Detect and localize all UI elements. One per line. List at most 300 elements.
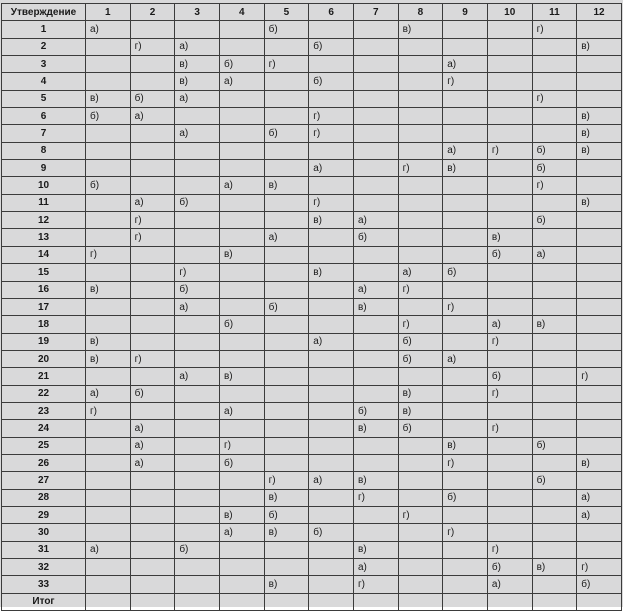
answer-cell — [309, 593, 354, 610]
answer-cell — [264, 38, 309, 55]
answer-cell — [443, 593, 488, 610]
answer-cell — [264, 90, 309, 107]
answer-cell: в) — [398, 21, 443, 38]
answer-cell — [309, 437, 354, 454]
answer-cell — [130, 333, 175, 350]
table-row — [2, 454, 622, 471]
answer-cell — [443, 194, 488, 211]
answer-cell: г) — [487, 420, 532, 437]
answer-cell: г) — [353, 489, 398, 506]
answer-cell — [443, 385, 488, 402]
answer-cell — [86, 559, 131, 576]
row-label: 15 — [2, 264, 86, 281]
table-row — [2, 38, 622, 55]
answer-cell — [175, 333, 220, 350]
answer-cell — [219, 125, 264, 142]
answer-cell: г) — [443, 524, 488, 541]
answer-cell — [443, 576, 488, 593]
answer-cell: б) — [532, 212, 577, 229]
answer-cell — [130, 472, 175, 489]
answer-cell — [353, 246, 398, 263]
table-row — [2, 559, 622, 576]
answer-cell — [487, 350, 532, 367]
answer-cell: а) — [398, 264, 443, 281]
table-row — [2, 212, 622, 229]
column-header: 8 — [398, 4, 443, 21]
answer-cell: г) — [398, 506, 443, 523]
answer-cell: а) — [219, 177, 264, 194]
answer-cell — [577, 541, 622, 558]
answer-cell: а) — [130, 108, 175, 125]
table-row — [2, 21, 622, 38]
answer-cell — [175, 108, 220, 125]
answer-cell — [353, 385, 398, 402]
answer-cell — [219, 489, 264, 506]
answer-cell: а) — [175, 38, 220, 55]
answer-cell — [353, 368, 398, 385]
row-label: 33 — [2, 576, 86, 593]
answer-cell: в) — [577, 454, 622, 471]
answer-cell — [487, 402, 532, 419]
answer-cell — [443, 177, 488, 194]
answer-cell: в) — [353, 541, 398, 558]
row-label: 29 — [2, 506, 86, 523]
answer-cell — [175, 229, 220, 246]
answer-cell — [86, 212, 131, 229]
answer-cell: б) — [264, 506, 309, 523]
answer-cell: в) — [353, 298, 398, 315]
column-header: 1 — [86, 4, 131, 21]
answer-cell — [309, 506, 354, 523]
answer-cell — [398, 73, 443, 90]
answer-cell — [309, 281, 354, 298]
column-header: 2 — [130, 4, 175, 21]
answer-cell — [219, 420, 264, 437]
answer-cell: г) — [264, 56, 309, 73]
answer-cell — [532, 194, 577, 211]
answer-cell: г) — [130, 229, 175, 246]
column-header: 11 — [532, 4, 577, 21]
answer-cell — [487, 454, 532, 471]
answer-cell — [532, 506, 577, 523]
answer-cell — [577, 524, 622, 541]
answer-cell — [309, 576, 354, 593]
answer-cell — [264, 246, 309, 263]
answer-cell — [86, 38, 131, 55]
answer-cell: в) — [487, 229, 532, 246]
answer-cell — [86, 489, 131, 506]
answer-cell — [130, 541, 175, 558]
answer-cell — [532, 368, 577, 385]
table-row — [2, 264, 622, 281]
answer-cell — [130, 142, 175, 159]
answer-cell — [219, 108, 264, 125]
answer-cell — [86, 524, 131, 541]
answer-cell — [353, 333, 398, 350]
answer-cell — [309, 298, 354, 315]
answer-cell — [175, 350, 220, 367]
answer-cell: г) — [264, 472, 309, 489]
answer-cell: г) — [309, 108, 354, 125]
answer-cell — [577, 264, 622, 281]
answer-cell — [175, 21, 220, 38]
answer-cell — [86, 576, 131, 593]
answer-cell: г) — [130, 212, 175, 229]
row-label: 9 — [2, 160, 86, 177]
answer-cell — [175, 559, 220, 576]
answer-cell — [443, 506, 488, 523]
answer-cell — [577, 593, 622, 610]
answer-cell — [487, 125, 532, 142]
answer-cell — [130, 281, 175, 298]
answer-cell — [86, 264, 131, 281]
table-row — [2, 576, 622, 593]
answer-cell — [264, 350, 309, 367]
answer-cell: а) — [353, 212, 398, 229]
answer-cell — [577, 56, 622, 73]
answer-cell — [398, 559, 443, 576]
answer-cell — [353, 454, 398, 471]
answer-cell — [532, 38, 577, 55]
answer-cell — [353, 506, 398, 523]
answer-cell: в) — [86, 90, 131, 107]
table-row — [2, 194, 622, 211]
answer-cell — [86, 56, 131, 73]
answer-cell — [398, 125, 443, 142]
answer-cell — [130, 177, 175, 194]
answer-cell: в) — [532, 316, 577, 333]
answer-cell — [86, 420, 131, 437]
answer-cell — [398, 246, 443, 263]
answer-cell: а) — [130, 194, 175, 211]
answer-cell: г) — [130, 350, 175, 367]
table-row — [2, 281, 622, 298]
answer-cell: в) — [175, 73, 220, 90]
answer-cell — [219, 593, 264, 610]
answer-cell — [443, 212, 488, 229]
answer-cell: а) — [309, 160, 354, 177]
answer-cell: г) — [86, 402, 131, 419]
answer-cell — [264, 385, 309, 402]
answer-cell — [175, 316, 220, 333]
answer-cell: г) — [487, 541, 532, 558]
answer-cell: в) — [219, 506, 264, 523]
answer-cell: б) — [398, 420, 443, 437]
row-label: 25 — [2, 437, 86, 454]
answer-cell: б) — [264, 125, 309, 142]
answer-cell — [130, 264, 175, 281]
answer-cell: г) — [219, 437, 264, 454]
answer-cell: б) — [398, 350, 443, 367]
answer-cell — [353, 73, 398, 90]
answer-cell — [86, 472, 131, 489]
answer-cell — [398, 142, 443, 159]
answer-cell — [219, 333, 264, 350]
column-header: 6 — [309, 4, 354, 21]
answer-cell: б) — [487, 246, 532, 263]
answer-cell — [353, 177, 398, 194]
table-row — [2, 316, 622, 333]
answer-table — [1, 3, 622, 611]
answer-cell — [398, 541, 443, 558]
answer-cell — [487, 593, 532, 610]
answer-cell — [532, 402, 577, 419]
answer-cell — [353, 108, 398, 125]
answer-cell — [309, 559, 354, 576]
answer-cell: а) — [86, 21, 131, 38]
answer-cell: а) — [264, 229, 309, 246]
answer-cell — [443, 559, 488, 576]
answer-cell — [309, 402, 354, 419]
answer-cell: а) — [175, 90, 220, 107]
answer-cell — [487, 264, 532, 281]
answer-cell — [443, 108, 488, 125]
answer-cell — [443, 402, 488, 419]
answer-cell — [86, 298, 131, 315]
answer-cell — [130, 368, 175, 385]
answer-cell — [487, 160, 532, 177]
row-label: 3 — [2, 56, 86, 73]
answer-cell — [487, 524, 532, 541]
answer-cell: а) — [532, 246, 577, 263]
answer-cell: г) — [487, 385, 532, 402]
table-row — [2, 472, 622, 489]
answer-cell — [175, 385, 220, 402]
answer-cell — [532, 125, 577, 142]
answer-cell: б) — [309, 524, 354, 541]
answer-cell: а) — [175, 125, 220, 142]
row-label: 30 — [2, 524, 86, 541]
answer-cell: б) — [309, 38, 354, 55]
answer-cell — [264, 420, 309, 437]
answer-cell — [532, 524, 577, 541]
answer-cell — [398, 454, 443, 471]
answer-cell: в) — [219, 368, 264, 385]
table-row — [2, 160, 622, 177]
answer-cell — [219, 576, 264, 593]
answer-cell: в) — [398, 402, 443, 419]
answer-cell — [532, 56, 577, 73]
table-row — [2, 368, 622, 385]
answer-cell — [130, 246, 175, 263]
answer-cell — [487, 437, 532, 454]
answer-cell — [219, 90, 264, 107]
answer-cell — [309, 368, 354, 385]
answer-cell — [577, 350, 622, 367]
answer-cell: б) — [353, 229, 398, 246]
answer-cell: а) — [443, 142, 488, 159]
answer-cell: в) — [175, 56, 220, 73]
answer-cell — [219, 21, 264, 38]
answer-cell — [532, 454, 577, 471]
answer-cell — [175, 576, 220, 593]
answer-cell: г) — [532, 177, 577, 194]
answer-cell — [130, 402, 175, 419]
answer-cell — [487, 177, 532, 194]
answer-cell — [264, 281, 309, 298]
answer-cell: а) — [219, 524, 264, 541]
answer-cell: в) — [398, 385, 443, 402]
answer-cell — [264, 454, 309, 471]
table-row — [2, 541, 622, 558]
column-header: 3 — [175, 4, 220, 21]
answer-cell — [86, 506, 131, 523]
answer-cell — [175, 454, 220, 471]
answer-cell — [219, 385, 264, 402]
row-label: 16 — [2, 281, 86, 298]
table-row — [2, 246, 622, 263]
answer-cell — [443, 246, 488, 263]
answer-cell: в) — [577, 194, 622, 211]
table-row — [2, 56, 622, 73]
answer-cell: г) — [532, 90, 577, 107]
answer-cell — [309, 177, 354, 194]
column-header: 7 — [353, 4, 398, 21]
answer-cell — [219, 142, 264, 159]
row-label: 6 — [2, 108, 86, 125]
answer-cell — [443, 21, 488, 38]
answer-cell — [264, 108, 309, 125]
answer-cell — [577, 437, 622, 454]
answer-cell — [577, 281, 622, 298]
column-header: 4 — [219, 4, 264, 21]
answer-cell: а) — [175, 368, 220, 385]
answer-cell: б) — [532, 472, 577, 489]
answer-cell: а) — [130, 437, 175, 454]
row-label: 28 — [2, 489, 86, 506]
answer-cell: г) — [443, 454, 488, 471]
answer-cell — [309, 56, 354, 73]
answer-cell: б) — [219, 454, 264, 471]
row-label: 7 — [2, 125, 86, 142]
answer-cell — [309, 142, 354, 159]
answer-cell — [264, 402, 309, 419]
answer-cell — [398, 229, 443, 246]
answer-cell: г) — [86, 246, 131, 263]
table-row — [2, 437, 622, 454]
answer-cell — [398, 472, 443, 489]
answer-cell — [175, 160, 220, 177]
answer-cell: а) — [130, 420, 175, 437]
answer-cell — [487, 506, 532, 523]
answer-cell: г) — [130, 38, 175, 55]
answer-cell — [353, 160, 398, 177]
row-label: 31 — [2, 541, 86, 558]
answer-cell — [353, 194, 398, 211]
answer-cell: г) — [487, 142, 532, 159]
row-label: 26 — [2, 454, 86, 471]
answer-cell — [219, 559, 264, 576]
header-row — [2, 4, 622, 21]
answer-cell — [398, 298, 443, 315]
table-row — [2, 489, 622, 506]
column-header: 5 — [264, 4, 309, 21]
answer-cell — [219, 160, 264, 177]
answer-cell — [130, 298, 175, 315]
answer-cell: а) — [86, 541, 131, 558]
table-row — [2, 420, 622, 437]
answer-cell — [487, 90, 532, 107]
row-label: 1 — [2, 21, 86, 38]
answer-cell: в) — [443, 437, 488, 454]
answer-cell: в) — [264, 489, 309, 506]
row-label: 22 — [2, 385, 86, 402]
answer-cell: б) — [532, 142, 577, 159]
answer-cell — [532, 298, 577, 315]
answer-cell: а) — [487, 316, 532, 333]
answer-cell: а) — [309, 472, 354, 489]
answer-cell: г) — [577, 559, 622, 576]
answer-cell: г) — [398, 316, 443, 333]
answer-cell — [577, 90, 622, 107]
answer-cell — [309, 489, 354, 506]
table-row — [2, 298, 622, 315]
answer-cell — [264, 212, 309, 229]
answer-cell — [86, 125, 131, 142]
row-label: 19 — [2, 333, 86, 350]
answer-cell — [264, 73, 309, 90]
answer-cell — [175, 437, 220, 454]
answer-cell: б) — [487, 559, 532, 576]
answer-cell — [130, 559, 175, 576]
answer-cell: а) — [443, 56, 488, 73]
answer-cell — [532, 333, 577, 350]
answer-cell — [353, 142, 398, 159]
answer-cell — [86, 229, 131, 246]
answer-cell — [264, 316, 309, 333]
answer-cell: г) — [443, 73, 488, 90]
answer-cell — [398, 38, 443, 55]
row-label: 8 — [2, 142, 86, 159]
answer-cell: в) — [309, 212, 354, 229]
answer-cell: б) — [219, 56, 264, 73]
answer-cell: в) — [443, 160, 488, 177]
answer-cell: в) — [219, 246, 264, 263]
answer-cell: а) — [175, 298, 220, 315]
answer-cell — [577, 177, 622, 194]
answer-cell — [443, 125, 488, 142]
answer-cell: а) — [309, 333, 354, 350]
row-label: 5 — [2, 90, 86, 107]
answer-cell — [175, 489, 220, 506]
answer-cell: а) — [577, 506, 622, 523]
answer-cell: г) — [175, 264, 220, 281]
answer-cell — [130, 316, 175, 333]
answer-cell — [130, 125, 175, 142]
answer-cell — [264, 559, 309, 576]
answer-cell — [443, 38, 488, 55]
answer-cell: в) — [577, 142, 622, 159]
answer-cell — [130, 506, 175, 523]
answer-cell — [532, 593, 577, 610]
answer-cell — [86, 316, 131, 333]
table-row — [2, 108, 622, 125]
answer-cell: г) — [577, 368, 622, 385]
column-header: 9 — [443, 4, 488, 21]
answer-cell — [487, 194, 532, 211]
answer-cell — [398, 524, 443, 541]
answer-cell — [487, 38, 532, 55]
answer-cell — [443, 281, 488, 298]
answer-cell: а) — [130, 454, 175, 471]
row-label: 14 — [2, 246, 86, 263]
answer-cell — [577, 21, 622, 38]
answer-cell — [264, 264, 309, 281]
answer-cell — [353, 90, 398, 107]
answer-cell — [398, 576, 443, 593]
answer-cell: в) — [86, 333, 131, 350]
answer-cell — [443, 472, 488, 489]
